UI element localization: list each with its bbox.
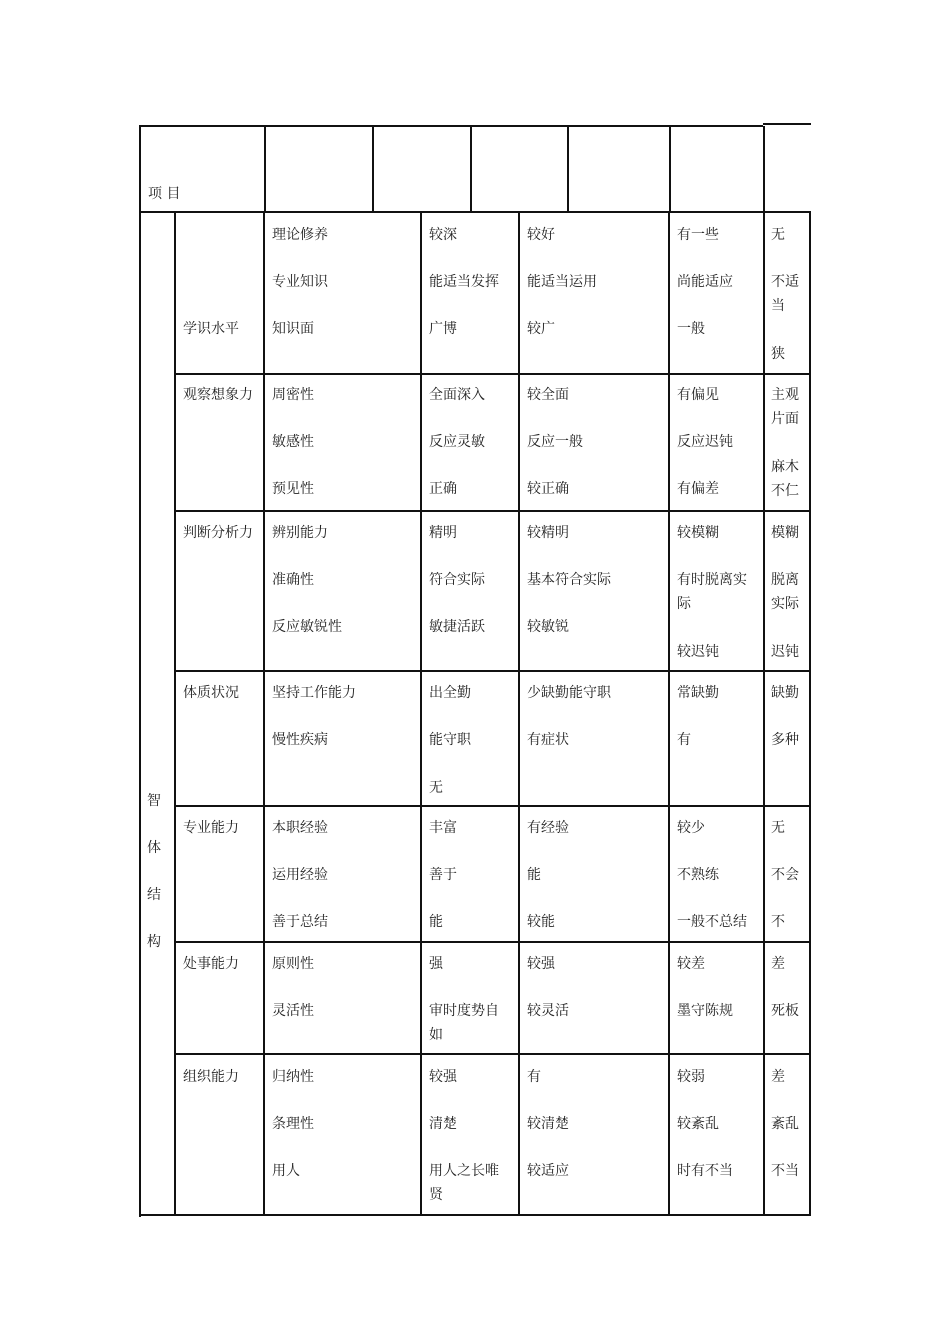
level3-cell: 不熟练 [677,867,719,883]
criteria-cell: 敏感性 [272,434,314,450]
level3-cell: 有偏差 [677,481,719,497]
level4-cell: 差 [771,1069,785,1085]
level4-cell: 迟钝 [771,644,799,660]
header-divider [669,126,671,212]
row-category: 学识水平 [183,321,239,337]
criteria-cell: 理论修养 [272,227,328,243]
group-label-char: 结 [147,887,161,903]
level3-cell: 有时脱离实际 [677,572,747,612]
level1-cell: 较深 [429,227,457,243]
table-left-border [139,125,141,1217]
table-right-border [809,212,811,1216]
level2-cell: 有 [527,1069,541,1085]
level2-cell: 有症状 [527,732,569,748]
level4-cell: 不适当 [771,274,799,314]
level1-cell: 用人之长唯贤 [429,1163,499,1203]
header-top-border-right [763,123,811,125]
level2-cell: 较广 [527,321,555,337]
level4-cell: 缺勤 [771,685,799,701]
header-divider [763,126,765,212]
col3-divider [763,212,765,1216]
level3-cell: 有偏见 [677,387,719,403]
level4-cell: 主观片面 [771,387,799,427]
level1-cell: 能 [429,914,443,930]
level1-cell: 能守职 [429,732,471,748]
criteria-cell: 反应敏锐性 [272,619,342,635]
level2-cell: 较敏锐 [527,619,569,635]
criteria-cell: 坚持工作能力 [272,685,356,701]
row-divider [175,373,811,375]
level1-cell: 较强 [429,1069,457,1085]
level1-cell: 能适当发挥 [429,274,499,290]
group-label-char: 智 [147,793,161,809]
header-divider [264,126,266,212]
level4-cell: 脱离实际 [771,572,799,612]
row-category: 专业能力 [183,820,239,836]
row-category: 判断分析力 [183,525,253,541]
header-divider [372,126,374,212]
row-category: 观察想象力 [183,387,253,403]
level2-cell: 反应一般 [527,434,583,450]
level1-cell: 全面深入 [429,387,485,403]
level2-cell: 较正确 [527,481,569,497]
level3-cell: 反应迟钝 [677,434,733,450]
header-item-label: 项 目 [148,186,181,202]
category-col-divider [263,212,265,1216]
header-divider [567,126,569,212]
row-category: 处事能力 [183,956,239,972]
level4-cell: 无 [771,227,785,243]
level2-cell: 少缺勤能守职 [527,685,611,701]
level3-cell: 时有不当 [677,1163,733,1179]
level2-cell: 较强 [527,956,555,972]
level3-cell: 尚能适应 [677,274,733,290]
row-category: 体质状况 [183,685,239,701]
level1-cell: 强 [429,956,443,972]
level1-cell: 丰富 [429,820,457,836]
criteria-col-divider [420,212,422,1216]
level1-cell: 无 [429,780,443,796]
level4-cell: 死板 [771,1003,799,1019]
criteria-cell: 准确性 [272,572,314,588]
level3-cell: 常缺勤 [677,685,719,701]
level1-cell: 出全勤 [429,685,471,701]
level1-cell: 敏捷活跃 [429,619,485,635]
level1-cell: 符合实际 [429,572,485,588]
row-divider [175,805,811,807]
level3-cell: 一般不总结 [677,914,747,930]
criteria-cell: 慢性疾病 [272,732,328,748]
level2-cell: 能 [527,867,541,883]
group-label-char: 体 [147,840,161,856]
level3-cell: 较模糊 [677,525,719,541]
level1-cell: 精明 [429,525,457,541]
level4-cell: 不 [771,914,785,930]
level1-cell: 善于 [429,867,457,883]
level3-cell: 有一些 [677,227,719,243]
criteria-cell: 灵活性 [272,1003,314,1019]
criteria-cell: 用人 [272,1163,300,1179]
criteria-cell: 周密性 [272,387,314,403]
criteria-cell: 本职经验 [272,820,328,836]
level3-cell: 较少 [677,820,705,836]
level1-cell: 广博 [429,321,457,337]
criteria-cell: 专业知识 [272,274,328,290]
level2-cell: 较清楚 [527,1116,569,1132]
level3-cell: 有 [677,732,691,748]
header-divider [470,126,472,212]
level4-cell: 麻木不仁 [771,459,799,499]
level1-cell: 审时度势自如 [429,1003,499,1043]
level3-cell: 较差 [677,956,705,972]
row-divider [175,510,811,512]
level2-cell: 较适应 [527,1163,569,1179]
criteria-cell: 归纳性 [272,1069,314,1085]
level2-cell: 较精明 [527,525,569,541]
col2-divider [668,212,670,1216]
level2-cell: 基本符合实际 [527,572,611,588]
row-divider [175,670,811,672]
group-label-char: 构 [147,934,161,950]
level1-cell: 正确 [429,481,457,497]
level4-cell: 不当 [771,1163,799,1179]
level2-cell: 较好 [527,227,555,243]
level4-cell: 狭 [771,346,785,362]
level3-cell: 一般 [677,321,705,337]
level4-cell: 紊乱 [771,1116,799,1132]
level1-cell: 清楚 [429,1116,457,1132]
level4-cell: 多种 [771,732,799,748]
level3-cell: 较弱 [677,1069,705,1085]
row-divider [175,941,811,943]
level2-cell: 较灵活 [527,1003,569,1019]
table-bottom-border [139,1214,811,1216]
criteria-cell: 善于总结 [272,914,328,930]
level3-cell: 较迟钝 [677,644,719,660]
level4-cell: 差 [771,956,785,972]
criteria-cell: 辨别能力 [272,525,328,541]
level2-cell: 有经验 [527,820,569,836]
header-bottom-border [139,211,811,213]
level2-cell: 较全面 [527,387,569,403]
level4-cell: 无 [771,820,785,836]
criteria-cell: 条理性 [272,1116,314,1132]
level2-cell: 能适当运用 [527,274,597,290]
row-divider [175,1053,811,1055]
level3-cell: 墨守陈规 [677,1003,733,1019]
level4-cell: 不会 [771,867,799,883]
level3-cell: 较紊乱 [677,1116,719,1132]
level4-cell: 模糊 [771,525,799,541]
level1-cell: 反应灵敏 [429,434,485,450]
col1-divider [518,212,520,1216]
criteria-cell: 知识面 [272,321,314,337]
criteria-cell: 预见性 [272,481,314,497]
criteria-cell: 原则性 [272,956,314,972]
row-category: 组织能力 [183,1069,239,1085]
group-col-divider [174,212,176,1216]
level2-cell: 较能 [527,914,555,930]
criteria-cell: 运用经验 [272,867,328,883]
